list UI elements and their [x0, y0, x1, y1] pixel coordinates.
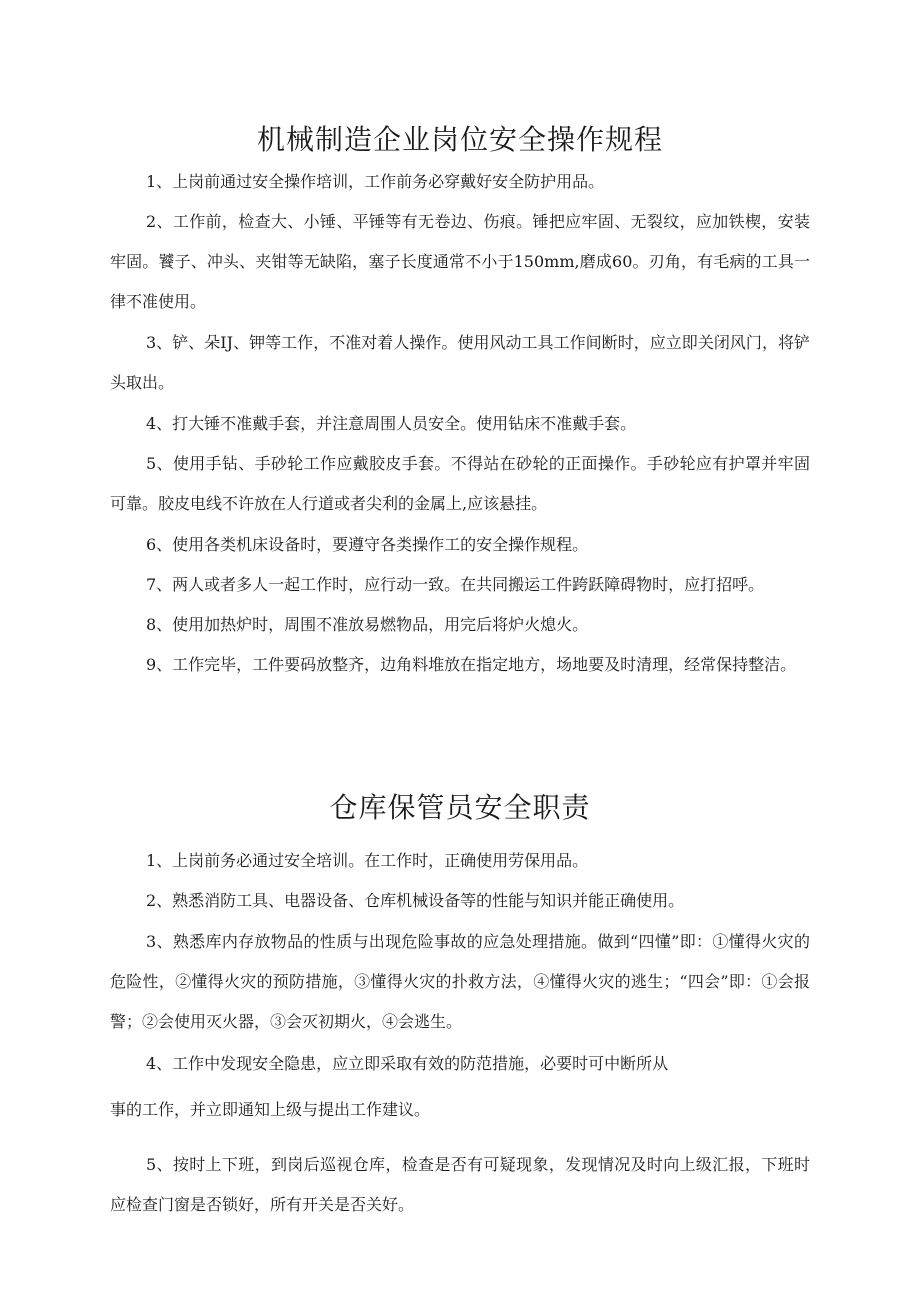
section-1-title: 机械制造企业岗位安全操作规程: [256, 123, 663, 156]
section-1-item-4: 4、打大锤不准戴手套，并注意周围人员安全。使用钻床不准戴手套。: [146, 414, 637, 433]
section-2-item-4-continued: 事的工作，并立即通知上级与提出工作建议。: [110, 1100, 431, 1119]
section-2-item-5: 5、按时上下班，到岗后巡视仓库，检查是否有可疑现象，发现情况及时向上级汇报，下班时应检查门窗是否锁好，所有开关是否关好。: [110, 1155, 810, 1214]
section-1-item-5: 5、使用手钻、手砂轮工作应戴胶皮手套。不得站在砂轮的正面操作。手砂轮应有护罩并牢固可靠。胶皮电线不许放在人行道或者尖利的金属上,应该悬挂。: [110, 454, 810, 513]
section-1-item-8: 8、使用加热炉时，周围不准放易燃物品，用完后将炉火熄火。: [146, 615, 589, 634]
section-1-item-3: 3、铲、朵IJ、钾等工作，不准对着人操作。使用风动工具工作间断时，应立即关闭风门，将铲头取出。: [110, 333, 810, 392]
section-1-item-2: 2、工作前，检查大、小锤、平锤等有无卷边、伤痕。锤把应牢固、无裂纹，应加铁楔，安装牢固。饕子、冲头、夹钳等无缺陷，塞子长度通常不小于150mm,磨成60。刃角，有毛病的工具一律不准使用。: [110, 212, 810, 311]
section-2-title: 仓库保管员安全职责: [329, 791, 591, 824]
section-2-item-3: 3、熟悉库内存放物品的性质与出现危险事故的应急处理措施。做到“四懂”即：①懂得火灾的危险性，②懂得火灾的预防措施，③懂得火灾的扑救方法，④懂得火灾的逃生；“四会”即：①会报警；②会使用灭火器，③会灭初期火，④会逃生。: [110, 932, 810, 1031]
section-1-item-6: 6、使用各类机床设备时，要遵守各类操作工的安全操作规程。: [146, 535, 589, 554]
section-1-item-9: 9、工作完毕，工件要码放整齐，边角料堆放在指定地方，场地要及时清理，经常保持整洁。: [146, 655, 797, 674]
section-2-item-4: 4、工作中发现安全隐患，应立即采取有效的防范措施，必要时可中断所从: [146, 1054, 669, 1073]
section-2-item-2: 2、熟悉消防工具、电器设备、仓库机械设备等的性能与知识并能正确使用。: [146, 891, 685, 910]
section-1-item-7: 7、两人或者多人一起工作时，应行动一致。在共同搬运工件跨跃障碍物时，应打招呼。: [146, 575, 765, 594]
section-2-item-1: 1、上岗前务必通过安全培训。在工作时，正确使用劳保用品。: [146, 851, 589, 870]
section-1-item-1: 1、上岗前通过安全操作培训，工作前务必穿戴好安全防护用品。: [146, 172, 605, 191]
